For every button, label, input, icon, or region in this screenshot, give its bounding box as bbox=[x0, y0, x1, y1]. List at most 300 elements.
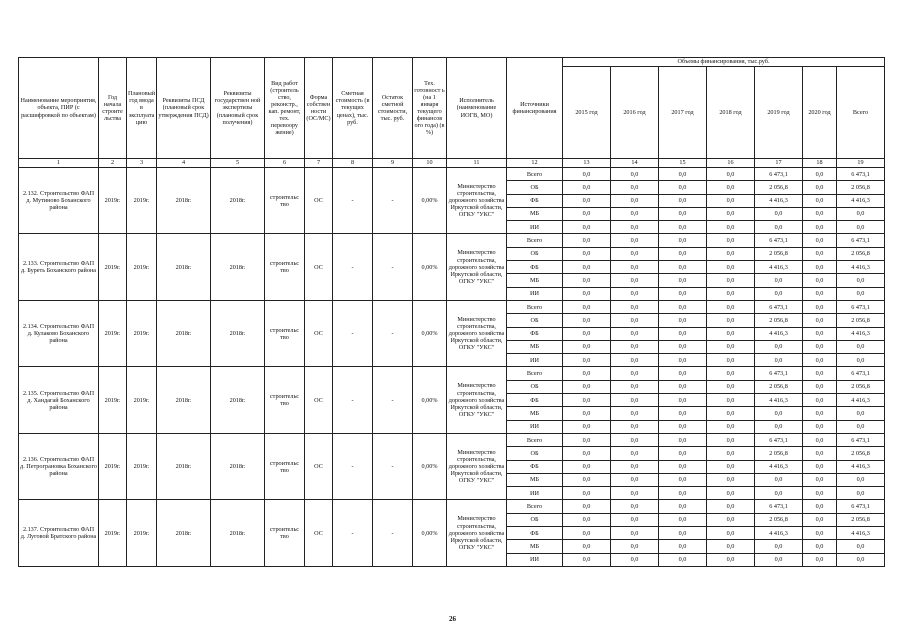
funding-value: 0,0 bbox=[659, 527, 707, 540]
funding-value: 6 473,1 bbox=[837, 433, 885, 446]
entry-readiness: 0,00% bbox=[413, 234, 447, 300]
funding-value: 6 473,1 bbox=[837, 168, 885, 181]
entry-psd: 2018г. bbox=[157, 168, 211, 234]
column-number: 13 bbox=[563, 159, 611, 168]
entry-expertise: 2018г. bbox=[211, 168, 265, 234]
entry-readiness: 0,00% bbox=[413, 300, 447, 366]
funding-value: 0,0 bbox=[611, 500, 659, 513]
funding-value: 6 473,1 bbox=[755, 367, 803, 380]
entry-remaining: - bbox=[373, 300, 413, 366]
funding-value: 0,0 bbox=[659, 513, 707, 526]
funding-value: 0,0 bbox=[803, 447, 837, 460]
funding-value: 6 473,1 bbox=[837, 300, 885, 313]
funding-value: 0,0 bbox=[803, 460, 837, 473]
funding-value: 0,0 bbox=[837, 354, 885, 367]
funding-value: 0,0 bbox=[611, 460, 659, 473]
funding-value: 0,0 bbox=[563, 407, 611, 420]
table-row bbox=[19, 300, 885, 313]
funding-value: 4 416,3 bbox=[755, 261, 803, 274]
funding-value: 0,0 bbox=[707, 234, 755, 247]
funding-value: 2 056,8 bbox=[755, 447, 803, 460]
funding-value: 0,0 bbox=[837, 553, 885, 566]
funding-value: 2 056,8 bbox=[837, 314, 885, 327]
column-number-row bbox=[19, 159, 885, 168]
funding-value: 2 056,8 bbox=[837, 181, 885, 194]
funding-value: 0,0 bbox=[611, 394, 659, 407]
funding-value: 0,0 bbox=[659, 221, 707, 234]
funding-value: 0,0 bbox=[659, 500, 707, 513]
funding-value: 0,0 bbox=[755, 407, 803, 420]
table-row bbox=[19, 500, 885, 513]
column-number: 4 bbox=[157, 159, 211, 168]
funding-value: 0,0 bbox=[755, 274, 803, 287]
funding-value: 0,0 bbox=[611, 194, 659, 207]
funding-value: 0,0 bbox=[659, 553, 707, 566]
funding-value: 2 056,8 bbox=[755, 314, 803, 327]
funding-value: 0,0 bbox=[611, 367, 659, 380]
funding-value: 0,0 bbox=[707, 274, 755, 287]
header-name: Наименование мероприятия, объекта, ПИР (с расшифровкой по объектам) bbox=[19, 58, 99, 159]
funding-value: 0,0 bbox=[611, 207, 659, 220]
funding-value: 0,0 bbox=[707, 314, 755, 327]
header-year-planned: Плановый год ввода в эксплуата цию bbox=[127, 58, 157, 159]
funding-value: 0,0 bbox=[611, 261, 659, 274]
funding-value: 0,0 bbox=[707, 194, 755, 207]
funding-value: 0,0 bbox=[563, 553, 611, 566]
funding-value: 0,0 bbox=[659, 394, 707, 407]
header-remaining: Остаток сметной стоимости, тыс. руб. bbox=[373, 58, 413, 159]
funding-source: ОБ bbox=[507, 447, 563, 460]
funding-value: 2 056,8 bbox=[755, 247, 803, 260]
entry-name: 2.137. Строительство ФАП д. Луговой Братского района bbox=[19, 500, 99, 566]
funding-value: 0,0 bbox=[611, 553, 659, 566]
funding-source: ИИ bbox=[507, 553, 563, 566]
funding-value: 0,0 bbox=[563, 500, 611, 513]
funding-source: ОБ bbox=[507, 181, 563, 194]
funding-value: 0,0 bbox=[611, 234, 659, 247]
column-number: 19 bbox=[837, 159, 885, 168]
funding-source: Всего bbox=[507, 168, 563, 181]
funding-value: 0,0 bbox=[563, 207, 611, 220]
funding-value: 2 056,8 bbox=[755, 380, 803, 393]
funding-value: 0,0 bbox=[659, 433, 707, 446]
funding-source: ФБ bbox=[507, 527, 563, 540]
entry-readiness: 0,00% bbox=[413, 367, 447, 433]
header-sources: Источники финансирования bbox=[507, 58, 563, 159]
funding-value: 0,0 bbox=[803, 527, 837, 540]
funding-value: 0,0 bbox=[611, 513, 659, 526]
funding-value: 0,0 bbox=[563, 181, 611, 194]
header-funding-title: Объемы финансирования, тыс.руб. bbox=[563, 58, 885, 67]
funding-value: 0,0 bbox=[837, 407, 885, 420]
funding-value: 0,0 bbox=[659, 314, 707, 327]
funding-value: 0,0 bbox=[837, 540, 885, 553]
entry-expertise: 2018г. bbox=[211, 234, 265, 300]
funding-value: 0,0 bbox=[707, 460, 755, 473]
funding-value: 4 416,3 bbox=[755, 327, 803, 340]
entry-year-start: 2019г. bbox=[99, 234, 127, 300]
funding-value: 0,0 bbox=[707, 513, 755, 526]
entry-remaining: - bbox=[373, 433, 413, 499]
funding-source: Всего bbox=[507, 433, 563, 446]
header-executor: Исполнитель (наименование ИОГВ, МО) bbox=[447, 58, 507, 159]
entry-work-type: строительс тво bbox=[265, 234, 305, 300]
entry-remaining: - bbox=[373, 367, 413, 433]
funding-value: 0,0 bbox=[707, 380, 755, 393]
funding-value: 0,0 bbox=[803, 380, 837, 393]
funding-value: 0,0 bbox=[755, 420, 803, 433]
entry-work-type: строительс тво bbox=[265, 500, 305, 566]
funding-value: 0,0 bbox=[707, 261, 755, 274]
column-number: 17 bbox=[755, 159, 803, 168]
funding-value: 0,0 bbox=[803, 340, 837, 353]
funding-value: 2 056,8 bbox=[755, 181, 803, 194]
funding-value: 0,0 bbox=[707, 287, 755, 300]
entry-year-planned: 2019г. bbox=[127, 300, 157, 366]
funding-value: 0,0 bbox=[659, 367, 707, 380]
entry-expertise: 2018г. bbox=[211, 500, 265, 566]
funding-value: 0,0 bbox=[659, 287, 707, 300]
funding-value: 0,0 bbox=[659, 181, 707, 194]
entry-name: 2.134. Строительство ФАП д. Кулаково Боханского района bbox=[19, 300, 99, 366]
funding-source: МБ bbox=[507, 274, 563, 287]
entry-est-cost: - bbox=[333, 234, 373, 300]
funding-value: 0,0 bbox=[803, 247, 837, 260]
entry-psd: 2018г. bbox=[157, 234, 211, 300]
funding-value: 0,0 bbox=[563, 394, 611, 407]
funding-value: 0,0 bbox=[755, 553, 803, 566]
header-year-2015: 2015 год bbox=[563, 67, 611, 159]
funding-value: 0,0 bbox=[755, 221, 803, 234]
funding-value: 0,0 bbox=[563, 314, 611, 327]
entry-year-planned: 2019г. bbox=[127, 367, 157, 433]
funding-value: 0,0 bbox=[803, 168, 837, 181]
funding-value: 0,0 bbox=[611, 407, 659, 420]
funding-value: 0,0 bbox=[803, 473, 837, 486]
column-number: 18 bbox=[803, 159, 837, 168]
entry-name: 2.133. Строительство ФАП д. Буреть Боханского района bbox=[19, 234, 99, 300]
funding-value: 0,0 bbox=[659, 207, 707, 220]
funding-value: 0,0 bbox=[611, 314, 659, 327]
entry-est-cost: - bbox=[333, 433, 373, 499]
funding-value: 0,0 bbox=[755, 487, 803, 500]
funding-value: 0,0 bbox=[611, 420, 659, 433]
funding-value: 0,0 bbox=[563, 274, 611, 287]
funding-source: ФБ bbox=[507, 460, 563, 473]
funding-value: 6 473,1 bbox=[837, 367, 885, 380]
funding-value: 6 473,1 bbox=[755, 433, 803, 446]
funding-value: 0,0 bbox=[611, 354, 659, 367]
funding-value: 0,0 bbox=[611, 540, 659, 553]
column-number: 6 bbox=[265, 159, 305, 168]
funding-value: 0,0 bbox=[611, 274, 659, 287]
funding-source: Всего bbox=[507, 234, 563, 247]
funding-value: 6 473,1 bbox=[755, 234, 803, 247]
header-year-2018: 2018 год bbox=[707, 67, 755, 159]
funding-value: 0,0 bbox=[837, 274, 885, 287]
funding-value: 0,0 bbox=[707, 433, 755, 446]
entry-year-start: 2019г. bbox=[99, 433, 127, 499]
entry-psd: 2018г. bbox=[157, 300, 211, 366]
funding-value: 0,0 bbox=[803, 261, 837, 274]
entry-work-type: строительс тво bbox=[265, 433, 305, 499]
column-number: 7 bbox=[305, 159, 333, 168]
funding-value: 0,0 bbox=[803, 207, 837, 220]
funding-value: 0,0 bbox=[707, 367, 755, 380]
funding-value: 0,0 bbox=[707, 207, 755, 220]
funding-value: 0,0 bbox=[707, 300, 755, 313]
entry-remaining: - bbox=[373, 234, 413, 300]
funding-value: 0,0 bbox=[837, 420, 885, 433]
funding-value: 4 416,3 bbox=[837, 460, 885, 473]
funding-source: ОБ bbox=[507, 314, 563, 327]
column-number: 9 bbox=[373, 159, 413, 168]
entry-ownership: ОС bbox=[305, 433, 333, 499]
funding-value: 0,0 bbox=[563, 261, 611, 274]
table-row bbox=[19, 168, 885, 181]
funding-value: 0,0 bbox=[707, 327, 755, 340]
funding-value: 0,0 bbox=[707, 527, 755, 540]
funding-source: ОБ bbox=[507, 247, 563, 260]
funding-value: 0,0 bbox=[611, 447, 659, 460]
funding-value: 0,0 bbox=[611, 473, 659, 486]
funding-value: 0,0 bbox=[803, 367, 837, 380]
funding-value: 0,0 bbox=[563, 527, 611, 540]
funding-value: 0,0 bbox=[707, 487, 755, 500]
funding-value: 0,0 bbox=[755, 354, 803, 367]
entry-expertise: 2018г. bbox=[211, 367, 265, 433]
funding-value: 0,0 bbox=[837, 340, 885, 353]
funding-source: ОБ bbox=[507, 513, 563, 526]
funding-source: ИИ bbox=[507, 287, 563, 300]
funding-value: 0,0 bbox=[563, 234, 611, 247]
funding-value: 0,0 bbox=[659, 327, 707, 340]
funding-value: 0,0 bbox=[563, 380, 611, 393]
funding-value: 2 056,8 bbox=[755, 513, 803, 526]
funding-value: 0,0 bbox=[659, 168, 707, 181]
funding-value: 6 473,1 bbox=[755, 300, 803, 313]
entry-remaining: - bbox=[373, 168, 413, 234]
funding-value: 4 416,3 bbox=[837, 327, 885, 340]
header-year-2016: 2016 год bbox=[611, 67, 659, 159]
funding-value: 0,0 bbox=[611, 487, 659, 500]
table-row bbox=[19, 234, 885, 247]
header-psd: Реквизиты ПСД (плановый срок утверждения ПСД) bbox=[157, 58, 211, 159]
funding-value: 0,0 bbox=[563, 447, 611, 460]
entry-psd: 2018г. bbox=[157, 367, 211, 433]
funding-value: 0,0 bbox=[803, 234, 837, 247]
funding-value: 0,0 bbox=[659, 447, 707, 460]
funding-value: 4 416,3 bbox=[755, 394, 803, 407]
funding-value: 0,0 bbox=[611, 247, 659, 260]
funding-value: 0,0 bbox=[611, 327, 659, 340]
header-year-2020: 2020 год bbox=[803, 67, 837, 159]
header-readiness: Тех. готовност ь (на 1 января текущего финансов ого года) (в %) bbox=[413, 58, 447, 159]
funding-value: 0,0 bbox=[707, 340, 755, 353]
funding-value: 0,0 bbox=[707, 354, 755, 367]
entry-readiness: 0,00% bbox=[413, 433, 447, 499]
column-number: 11 bbox=[447, 159, 507, 168]
entry-est-cost: - bbox=[333, 300, 373, 366]
funding-value: 0,0 bbox=[803, 553, 837, 566]
funding-value: 4 416,3 bbox=[755, 527, 803, 540]
funding-value: 0,0 bbox=[563, 460, 611, 473]
funding-value: 0,0 bbox=[659, 407, 707, 420]
header-work-type: Вид работ (строитель ство, реконстр., кап. ремонт, тех. перевоору жение) bbox=[265, 58, 305, 159]
funding-source: МБ bbox=[507, 207, 563, 220]
funding-source: ИИ bbox=[507, 221, 563, 234]
entry-year-planned: 2019г. bbox=[127, 234, 157, 300]
entry-executor: Министерство строительства, дорожного хозяйства Иркутской области, ОГКУ "УКС" bbox=[447, 367, 507, 433]
funding-value: 0,0 bbox=[659, 473, 707, 486]
column-number: 2 bbox=[99, 159, 127, 168]
funding-value: 0,0 bbox=[611, 168, 659, 181]
table-row bbox=[19, 433, 885, 446]
funding-value: 0,0 bbox=[803, 394, 837, 407]
funding-value: 0,0 bbox=[707, 407, 755, 420]
funding-value: 0,0 bbox=[563, 420, 611, 433]
funding-value: 0,0 bbox=[803, 540, 837, 553]
funding-source: ОБ bbox=[507, 380, 563, 393]
header-year-2019: 2019 год bbox=[755, 67, 803, 159]
funding-source: Всего bbox=[507, 367, 563, 380]
funding-value: 4 416,3 bbox=[755, 460, 803, 473]
funding-value: 0,0 bbox=[803, 194, 837, 207]
funding-source: МБ bbox=[507, 340, 563, 353]
funding-value: 0,0 bbox=[563, 540, 611, 553]
header-total: Всего bbox=[837, 67, 885, 159]
column-number: 16 bbox=[707, 159, 755, 168]
column-number: 15 bbox=[659, 159, 707, 168]
funding-value: 0,0 bbox=[755, 287, 803, 300]
funding-value: 6 473,1 bbox=[755, 168, 803, 181]
entry-year-planned: 2019г. bbox=[127, 168, 157, 234]
funding-source: ФБ bbox=[507, 261, 563, 274]
funding-value: 0,0 bbox=[837, 473, 885, 486]
entry-ownership: ОС bbox=[305, 168, 333, 234]
entry-executor: Министерство строительства, дорожного хозяйства Иркутской области, ОГКУ "УКС" bbox=[447, 168, 507, 234]
funding-value: 0,0 bbox=[659, 487, 707, 500]
funding-value: 0,0 bbox=[837, 221, 885, 234]
entry-year-start: 2019г. bbox=[99, 300, 127, 366]
funding-value: 0,0 bbox=[611, 340, 659, 353]
funding-value: 0,0 bbox=[659, 460, 707, 473]
funding-value: 6 473,1 bbox=[837, 500, 885, 513]
entry-expertise: 2018г. bbox=[211, 300, 265, 366]
header-expertise: Реквизиты государствен ной экспертизы (плановый срок получения) bbox=[211, 58, 265, 159]
funding-value: 0,0 bbox=[755, 473, 803, 486]
entry-psd: 2018г. bbox=[157, 433, 211, 499]
document-sheet bbox=[18, 57, 884, 567]
funding-value: 0,0 bbox=[837, 487, 885, 500]
entry-name: 2.136. Строительство ФАП д. Петрограновка Боханского района bbox=[19, 433, 99, 499]
funding-value: 6 473,1 bbox=[755, 500, 803, 513]
funding-source: Всего bbox=[507, 300, 563, 313]
funding-value: 0,0 bbox=[755, 540, 803, 553]
funding-value: 0,0 bbox=[611, 300, 659, 313]
funding-value: 0,0 bbox=[803, 287, 837, 300]
funding-value: 0,0 bbox=[659, 234, 707, 247]
funding-value: 0,0 bbox=[563, 300, 611, 313]
funding-value: 0,0 bbox=[563, 513, 611, 526]
funding-value: 0,0 bbox=[803, 314, 837, 327]
funding-value: 0,0 bbox=[803, 327, 837, 340]
funding-value: 0,0 bbox=[563, 287, 611, 300]
funding-value: 0,0 bbox=[659, 420, 707, 433]
funding-value: 2 056,8 bbox=[837, 447, 885, 460]
funding-value: 0,0 bbox=[611, 287, 659, 300]
funding-value: 0,0 bbox=[611, 527, 659, 540]
funding-value: 0,0 bbox=[707, 473, 755, 486]
funding-value: 0,0 bbox=[803, 487, 837, 500]
funding-value: 0,0 bbox=[659, 194, 707, 207]
funding-value: 0,0 bbox=[707, 247, 755, 260]
funding-value: 0,0 bbox=[707, 553, 755, 566]
funding-value: 0,0 bbox=[563, 194, 611, 207]
entry-year-start: 2019г. bbox=[99, 500, 127, 566]
funding-value: 2 056,8 bbox=[837, 247, 885, 260]
funding-value: 4 416,3 bbox=[837, 527, 885, 540]
funding-value: 0,0 bbox=[659, 380, 707, 393]
header-ownership: Форма собствен ности (ОС/МС) bbox=[305, 58, 333, 159]
entry-work-type: строительс тво bbox=[265, 367, 305, 433]
funding-value: 0,0 bbox=[803, 407, 837, 420]
funding-value: 4 416,3 bbox=[837, 394, 885, 407]
funding-value: 4 416,3 bbox=[837, 261, 885, 274]
column-number: 12 bbox=[507, 159, 563, 168]
funding-value: 0,0 bbox=[803, 513, 837, 526]
funding-value: 0,0 bbox=[659, 261, 707, 274]
funding-value: 0,0 bbox=[707, 540, 755, 553]
funding-value: 0,0 bbox=[611, 380, 659, 393]
funding-source: ФБ bbox=[507, 194, 563, 207]
funding-value: 0,0 bbox=[803, 354, 837, 367]
header-row-top bbox=[19, 58, 885, 67]
funding-value: 2 056,8 bbox=[837, 380, 885, 393]
entry-est-cost: - bbox=[333, 500, 373, 566]
funding-value: 0,0 bbox=[803, 500, 837, 513]
funding-source: МБ bbox=[507, 407, 563, 420]
column-number: 5 bbox=[211, 159, 265, 168]
funding-value: 0,0 bbox=[803, 433, 837, 446]
funding-value: 0,0 bbox=[707, 394, 755, 407]
funding-value: 0,0 bbox=[803, 300, 837, 313]
funding-value: 0,0 bbox=[837, 287, 885, 300]
page-number: 26 bbox=[449, 615, 456, 623]
column-number: 8 bbox=[333, 159, 373, 168]
funding-value: 0,0 bbox=[659, 247, 707, 260]
entry-expertise: 2018г. bbox=[211, 433, 265, 499]
funding-value: 0,0 bbox=[803, 181, 837, 194]
entry-name: 2.135. Строительство ФАП д. Хандагай Боханского района bbox=[19, 367, 99, 433]
funding-source: ИИ bbox=[507, 487, 563, 500]
funding-value: 0,0 bbox=[659, 340, 707, 353]
entry-work-type: строительс тво bbox=[265, 168, 305, 234]
funding-value: 0,0 bbox=[563, 340, 611, 353]
header-est-cost: Сметная стоимость (в текущих ценах), тыс. руб. bbox=[333, 58, 373, 159]
funding-value: 0,0 bbox=[837, 207, 885, 220]
funding-value: 0,0 bbox=[707, 420, 755, 433]
entry-ownership: ОС bbox=[305, 367, 333, 433]
entry-executor: Министерство строительства, дорожного хозяйства Иркутской области, ОГКУ "УКС" bbox=[447, 234, 507, 300]
entry-est-cost: - bbox=[333, 168, 373, 234]
funding-value: 0,0 bbox=[707, 181, 755, 194]
funding-value: 0,0 bbox=[755, 340, 803, 353]
funding-value: 0,0 bbox=[707, 447, 755, 460]
funding-value: 0,0 bbox=[611, 181, 659, 194]
funding-value: 0,0 bbox=[563, 367, 611, 380]
funding-value: 0,0 bbox=[563, 487, 611, 500]
